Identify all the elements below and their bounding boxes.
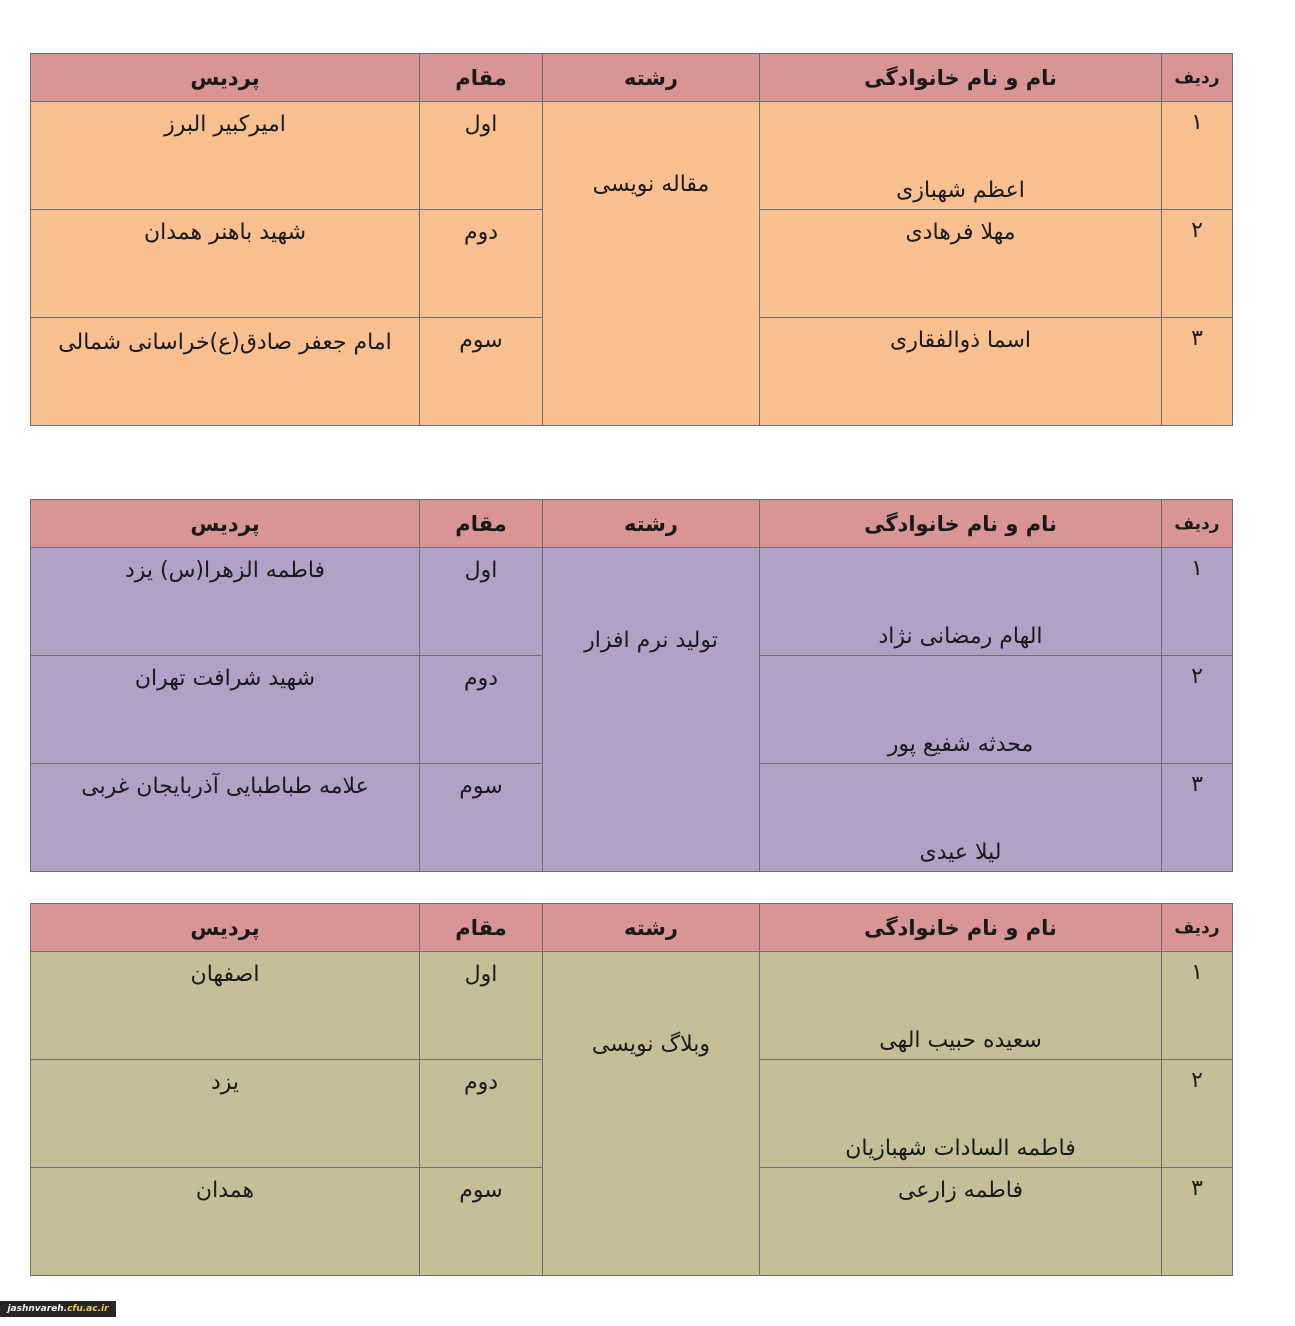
header-campus: پردیس: [31, 904, 420, 952]
row-field: وبلاگ نویسی: [543, 952, 760, 1276]
row-field: تولید نرم افزار: [543, 548, 760, 872]
row-radif: ۲: [1162, 656, 1233, 764]
row-campus: همدان: [31, 1168, 420, 1276]
row-rank: سوم: [420, 764, 543, 872]
header-campus: پردیس: [31, 54, 420, 102]
row-rank: دوم: [420, 656, 543, 764]
header-campus: پردیس: [31, 500, 420, 548]
row-campus: شهید شرافت تهران: [31, 656, 420, 764]
header-name: نام و نام خانوادگی: [760, 500, 1162, 548]
row-rank: اول: [420, 952, 543, 1060]
table-header-row: [31, 904, 1233, 952]
header-field: رشته: [543, 904, 760, 952]
table-row: [31, 952, 1233, 1060]
table-header-row: [31, 54, 1233, 102]
row-rank: سوم: [420, 318, 543, 426]
row-rank: دوم: [420, 210, 543, 318]
row-rank: اول: [420, 102, 543, 210]
row-campus: فاطمه الزهرا(س) یزد: [31, 548, 420, 656]
row-campus: امیرکبیر البرز: [31, 102, 420, 210]
header-rank: مقام: [420, 904, 543, 952]
results-table-blog-writing: [30, 903, 1233, 1276]
header-name: نام و نام خانوادگی: [760, 904, 1162, 952]
header-name: نام و نام خانوادگی: [760, 54, 1162, 102]
header-rank: مقام: [420, 54, 543, 102]
results-table-software-production: [30, 499, 1233, 872]
row-rank: دوم: [420, 1060, 543, 1168]
row-campus: امام جعفر صادق(ع)خراسانی شمالی: [31, 318, 420, 426]
watermark: [0, 1301, 116, 1317]
header-rank: مقام: [420, 500, 543, 548]
header-radif: ردیف: [1162, 54, 1233, 102]
row-name: لیلا عیدی: [760, 764, 1162, 872]
row-rank: اول: [420, 548, 543, 656]
row-radif: ۲: [1162, 210, 1233, 318]
row-radif: ۲: [1162, 1060, 1233, 1168]
results-table-article-writing: [30, 53, 1233, 426]
row-radif: ۱: [1162, 548, 1233, 656]
row-name: اعظم شهبازی: [760, 102, 1162, 210]
row-radif: ۳: [1162, 1168, 1233, 1276]
table-row: [31, 548, 1233, 656]
row-name: فاطمه زارعی: [760, 1168, 1162, 1276]
header-field: رشته: [543, 54, 760, 102]
header-radif: ردیف: [1162, 904, 1233, 952]
row-name: الهام رمضانی نژاد: [760, 548, 1162, 656]
row-name: سعیده حبیب الهی: [760, 952, 1162, 1060]
row-radif: ۱: [1162, 102, 1233, 210]
row-name: محدثه شفیع پور: [760, 656, 1162, 764]
row-radif: ۳: [1162, 318, 1233, 426]
header-field: رشته: [543, 500, 760, 548]
table-row: [31, 102, 1233, 210]
row-campus: یزد: [31, 1060, 420, 1168]
row-campus: شهید باهنر همدان: [31, 210, 420, 318]
header-radif: ردیف: [1162, 500, 1233, 548]
row-name: فاطمه السادات شهبازیان: [760, 1060, 1162, 1168]
row-name: اسما ذوالفقاری: [760, 318, 1162, 426]
row-rank: سوم: [420, 1168, 543, 1276]
row-campus: علامه طباطبایی آذربایجان غربی: [31, 764, 420, 872]
watermark-prefix: jashnvareh.: [7, 1304, 68, 1314]
row-radif: ۳: [1162, 764, 1233, 872]
watermark-domain: cfu.ac.ir: [67, 1304, 109, 1314]
row-field: مقاله نویسی: [543, 102, 760, 426]
table-header-row: [31, 500, 1233, 548]
row-radif: ۱: [1162, 952, 1233, 1060]
row-name: مهلا فرهادی: [760, 210, 1162, 318]
row-campus: اصفهان: [31, 952, 420, 1060]
